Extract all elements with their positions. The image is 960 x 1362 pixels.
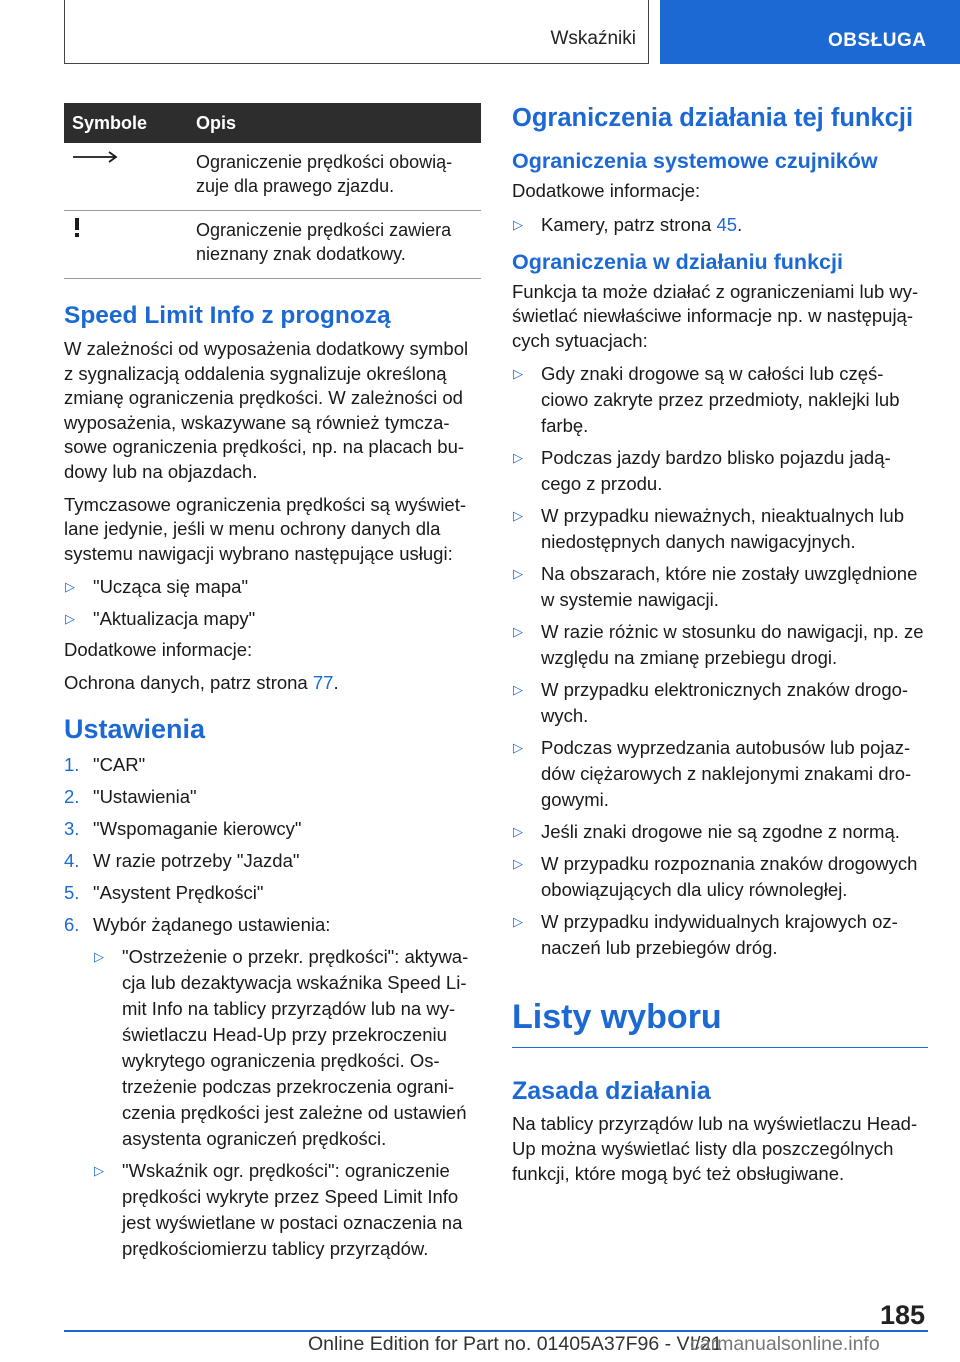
list-item: ▷ Podczas jazdy bardzo blisko pojazdu jadą-cego z przodu.	[513, 447, 891, 495]
list-item: ▷ W razie różnic w stosunku do nawigacji, np. ze względu na zmianę przebiegu drogi.	[513, 621, 924, 669]
page-number: 185	[880, 1300, 926, 1330]
table-cell-symbol	[64, 211, 196, 279]
step-item: 1. "CAR"	[64, 753, 146, 775]
step-item: 6. Wybór żądanego ustawienia: ▷ "Ostrzeżenie o przekr. prędkości": aktywa-cja lub dezaktywacja wskaźnika Speed Li-mit Info na tablicy przyrządów lub na wy-świetlaczu Head-Up przy przekroczeniu wykrytego ograniczenia prędkości. Os-trzeżenie podczas przekroczenia ograni-czenia prędkości jest zależne od ustawień asystenta ograniczeń prędkości. ▷ "Wskaźnik ogr. prędkości": ograniczenie prędkości wykryte przez Speed Limit Info jest wyświetlane w postaci oznaczenia na prędkościomierzu tablicy przyrządów.	[64, 912, 481, 1262]
speed-limit-forecast-heading: Speed Limit Info z prognozą	[64, 302, 391, 329]
temporary-limits-paragraph: Tymczasowe ograniczenia prędkości są wyświet-lane jedynie, jeśli w menu ochrony danych dla systemu nawigacji wybrano następujące usługi:	[64, 493, 467, 564]
table-header-row	[64, 103, 481, 143]
table-cell-desc: Ograniczenie prędkości zawiera nieznany znak dodatkowy.	[196, 211, 481, 279]
more-info-label: Dodatkowe informacje:	[512, 180, 701, 201]
watermark: carmanualsonline.info	[690, 1333, 880, 1355]
selection-lists-heading: Listy wyboru	[512, 997, 928, 1048]
more-info-label: Dodatkowe informacje:	[64, 639, 253, 661]
list-item: ▷ "Ucząca się mapa"	[64, 574, 481, 600]
symbol-table	[64, 103, 481, 279]
exclamation-icon	[72, 215, 84, 239]
services-list	[64, 574, 481, 632]
list-item: ▷ W przypadku rozpoznania znaków drogowych obowiązujących dla ulicy równoległej.	[513, 853, 918, 901]
triangle-bullet-icon: ▷	[513, 366, 523, 382]
list-item: ▷ Gdy znaki drogowe są w całości lub częś-ciowo zakryte przez przedmioty, naklejki lub farbę.	[513, 363, 900, 437]
header-section-title: Wskaźniki	[550, 28, 636, 49]
list-item: ▷ "Wskaźnik ogr. prędkości": ograniczenie prędkości wykryte przez Speed Limit Info jest wyświetlane w postaci oznaczenia na prędkościomierzu tablicy przyrządów.	[94, 1159, 463, 1259]
triangle-bullet-icon: ▷	[513, 508, 523, 524]
step-item: 5. "Asystent Prędkości"	[64, 881, 264, 903]
triangle-bullet-icon: ▷	[513, 856, 523, 872]
principle-heading: Zasada działania	[512, 1077, 711, 1106]
triangle-bullet-icon: ▷	[94, 948, 104, 964]
header-section-box	[64, 0, 649, 64]
triangle-bullet-icon: ▷	[513, 216, 523, 232]
camera-page-link[interactable]: 45	[716, 213, 738, 235]
triangle-bullet-icon: ▷	[65, 611, 75, 627]
settings-heading: Ustawienia	[64, 713, 206, 744]
triangle-bullet-icon: ▷	[513, 740, 523, 756]
triangle-bullet-icon: ▷	[65, 579, 75, 595]
left-column	[64, 103, 481, 1268]
step-item: 3. "Wspomaganie kierowcy"	[64, 817, 302, 839]
right-column	[512, 103, 928, 1194]
long-right-arrow-icon	[72, 147, 118, 167]
triangle-bullet-icon: ▷	[513, 566, 523, 582]
setting-options-list	[93, 944, 481, 1262]
triangle-bullet-icon: ▷	[513, 914, 523, 930]
sensor-ref-list	[512, 212, 928, 238]
table-cell-symbol	[64, 143, 196, 211]
step-item: 4. W razie potrzeby "Jazda"	[64, 849, 300, 871]
list-item: ▷ W przypadku elektronicznych znaków drogo-wych.	[513, 679, 909, 727]
list-item: ▷ Na obszarach, które nie zostały uwzględnione w systemie nawigacji.	[513, 563, 918, 611]
list-item: ▷ Podczas wyprzedzania autobusów lub pojaz-dów ciężarowych z naklejonymi znakami dro-gowymi.	[513, 737, 912, 811]
triangle-bullet-icon: ▷	[513, 624, 523, 640]
settings-steps	[64, 752, 481, 1262]
list-item: ▷ W przypadku nieważnych, nieaktualnych lub niedostępnych danych nawigacyjnych.	[513, 505, 904, 553]
table-header-symbol: Symbole	[64, 103, 196, 143]
triangle-bullet-icon: ▷	[94, 1162, 104, 1178]
list-item: ▷ "Ostrzeżenie o przekr. prędkości": aktywa-cja lub dezaktywacja wskaźnika Speed Li-mit Info na tablicy przyrządów lub na wy-świetlaczu Head-Up przy przekroczeniu wykrytego ograniczenia prędkości. Os-trzeżenie podczas przekroczenia ograni-czenia prędkości jest zależne od ustawień asystenta ograniczeń prędkości.	[94, 945, 469, 1149]
header-chapter-label: OBSŁUGA	[828, 30, 927, 51]
table-row	[64, 143, 481, 211]
triangle-bullet-icon: ▷	[513, 824, 523, 840]
footer-divider	[64, 1330, 928, 1332]
forecast-paragraph: W zależności od wyposażenia dodatkowy symbol z sygnalizacją oddalenia sygnalizuje określoną zmianę ograniczenia prędkości. W zależności od wyposażenia, wskazywane są również tymcza-sowe ograniczenia prędkości, np. na placach bu-dowy lub na objazdach.	[64, 338, 469, 482]
privacy-page-link[interactable]: 77	[312, 671, 334, 693]
list-item: ▷ W przypadku indywidualnych krajowych oz-naczeń lub przebiegów dróg.	[513, 911, 898, 959]
sensor-limits-heading: Ograniczenia systemowe czujników	[512, 149, 878, 173]
privacy-reference: Ochrona danych, patrz strona 77.	[64, 671, 339, 693]
list-item: ▷ Kamery, patrz strona 45.	[512, 212, 928, 238]
operation-limits-intro: Funkcja ta może działać z ograniczeniami lub wy-świetlać niewłaściwe informacje np. w następują-cych sytuacjach:	[512, 280, 919, 351]
situations-list	[512, 361, 928, 961]
list-item: ▷ Jeśli znaki drogowe nie są zgodne z normą.	[512, 819, 928, 845]
table-row	[64, 211, 481, 279]
header-chapter-tab	[660, 0, 960, 64]
function-limits-heading: Ograniczenia działania tej funkcji	[512, 104, 914, 132]
table-header-desc: Opis	[196, 103, 481, 143]
table-cell-desc: Ograniczenie prędkości obowią-zuje dla prawego zjazdu.	[196, 143, 481, 211]
principle-paragraph: Na tablicy przyrządów lub na wyświetlaczu Head-Up można wyświetlać listy dla poszczególnych funkcji, które mogą być też obsługiwane.	[512, 1113, 918, 1184]
step-item: 2. "Ustawienia"	[64, 785, 197, 807]
footer-edition: Online Edition for Part no. 01405A37F96 - VI/21	[308, 1333, 723, 1355]
triangle-bullet-icon: ▷	[513, 682, 523, 698]
list-item: ▷ "Aktualizacja mapy"	[64, 606, 481, 632]
operation-limits-heading: Ograniczenia w działaniu funkcji	[512, 249, 843, 274]
triangle-bullet-icon: ▷	[513, 450, 523, 466]
